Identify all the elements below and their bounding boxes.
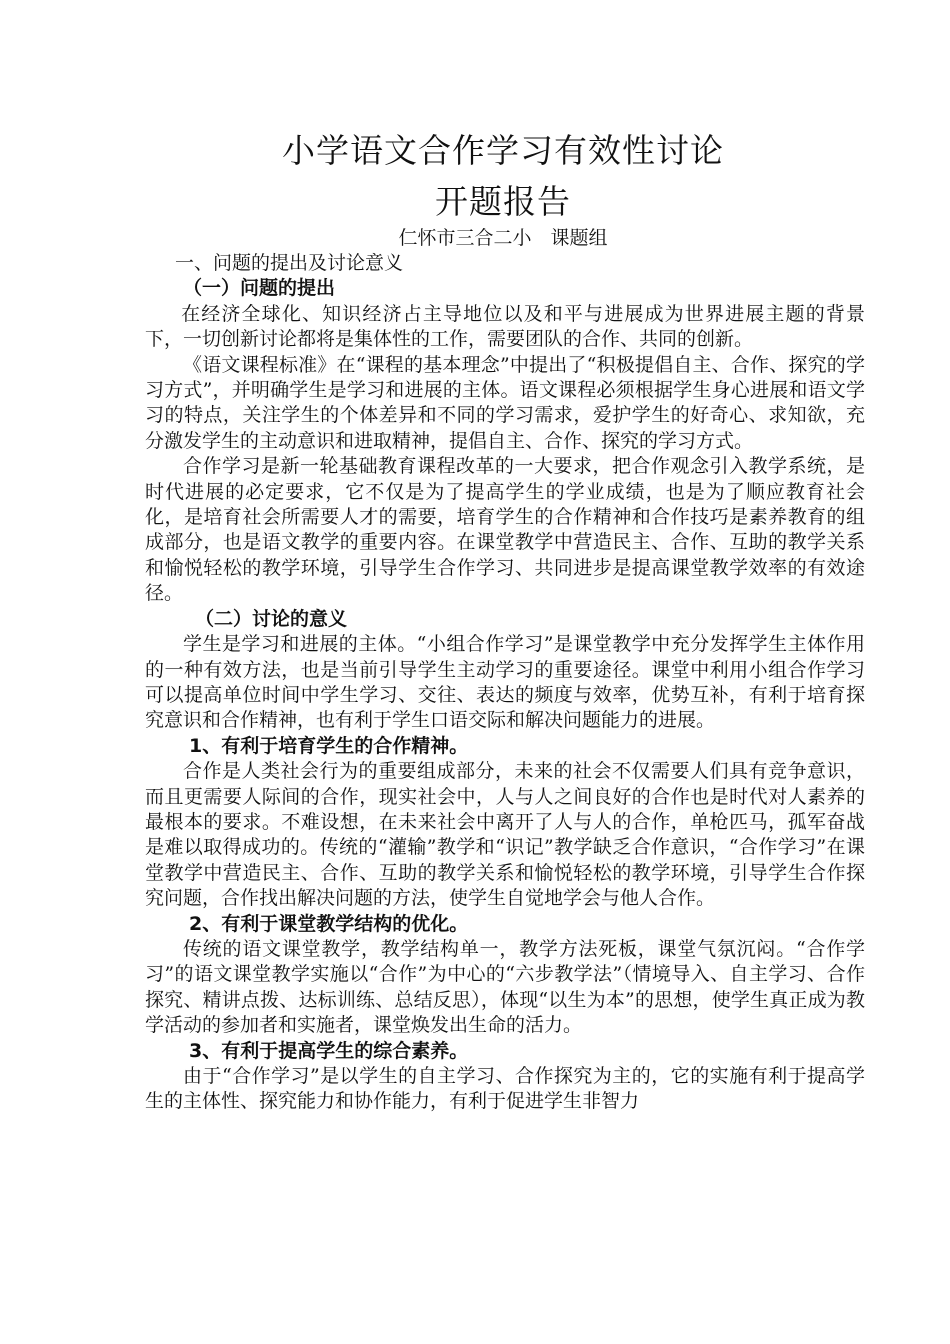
paragraph: 合作是人类社会行为的重要组成部分，未来的社会不仅需要人们具有竞争意识，而且更需要人际间的合作，现实社会中，人与人之间良好的合作也是时代对人素养的最根本的要求。不难设想，在未来社会中离开了人与人的合作，单枪匹马，孤军奋战是难以取得成功的。传统的“灌输”教学和“识记”教学缺乏合作意识，“合作学习”在课堂教学中营造民主、合作、互助的教学关系和愉悦轻松的教学环境，引导学生合作探究问题，合作找出解决问题的方法，使学生自觉地学会与他人合作。: [145, 760, 865, 910]
point-heading-1: 1、有利于培育学生的合作精神。: [189, 734, 469, 757]
point-heading-3: 3、有利于提高学生的综合素养。: [189, 1039, 469, 1062]
document-author: 仁怀市三合二小 课题组: [398, 227, 608, 249]
paragraph: 由于“合作学习”是以学生的自主学习、合作探究为主的，它的实施有利于提高学生的主体性、探究能力和协作能力，有利于促进学生非智力: [145, 1065, 865, 1113]
point-heading-2: 2、有利于课堂教学结构的优化。: [189, 912, 469, 935]
paragraph: 《语文课程标准》在“课程的基本理念”中提出了“积极提倡自主、合作、探究的学习方式”，并明确学生是学习和进展的主体。语文课程必须根据学生身心进展和语文学习的特点，关注学生的个体差异和不同的学习需求，爱护学生的好奇心、求知欲，充分激发学生的主动意识和进取精神，提倡自主、合作、探究的学习方式。: [145, 353, 865, 452]
paragraph: 合作学习是新一轮基础教育课程改革的一大要求，把合作观念引入教学系统，是时代进展的必定要求，它不仅是为了提高学生的学业成绩，也是为了顺应教育社会化，是培育社会所需要人才的需要，培育学生的合作精神和合作技巧是素养教育的组成部分，也是语文教学的重要内容。在课堂教学中营造民主、合作、互助的教学关系和愉悦轻松的教学环境，引导学生合作学习、共同进步是提高课堂教学效率的有效途径。: [145, 455, 865, 605]
document-subtitle: 开题报告: [435, 182, 571, 221]
paragraph: 传统的语文课堂教学，教学结构单一，教学方法死板，课堂气氛沉闷。“合作学习”的语文课堂教学实施以“合作”为中心的“六步教学法”（情境导入、自主学习、合作探究、精讲点拨、达标训练、总结反思），体现“以生为本”的思想，使学生真正成为教学活动的参加者和实施者，课堂焕发出生命的活力。: [145, 937, 865, 1037]
paragraph: 在经济全球化、知识经济占主导地位以及和平与进展成为世界进展主题的背景下，一切创新讨论都将是集体性的工作，需要团队的合作、共同的创新。: [145, 302, 865, 351]
subsection-heading-2: （二）讨论的意义: [195, 607, 348, 630]
paragraph: 学生是学习和进展的主体。“小组合作学习”是课堂教学中充分发挥学生主体作用的一种有效方法，也是当前引导学生主动学习的重要途径。课堂中利用小组合作学习可以提高单位时间中学生学习、交往、表达的频度与效率，优势互补，有利于培育探究意识和合作精神，也有利于学生口语交际和解决问题能力的进展。: [145, 633, 865, 732]
document-title: 小学语文合作学习有效性讨论: [282, 131, 724, 170]
section-heading-1: 一、问题的提出及讨论意义: [175, 252, 404, 274]
subsection-heading-1: （一）问题的提出: [183, 277, 336, 300]
document-body: [145, 251, 865, 1115]
